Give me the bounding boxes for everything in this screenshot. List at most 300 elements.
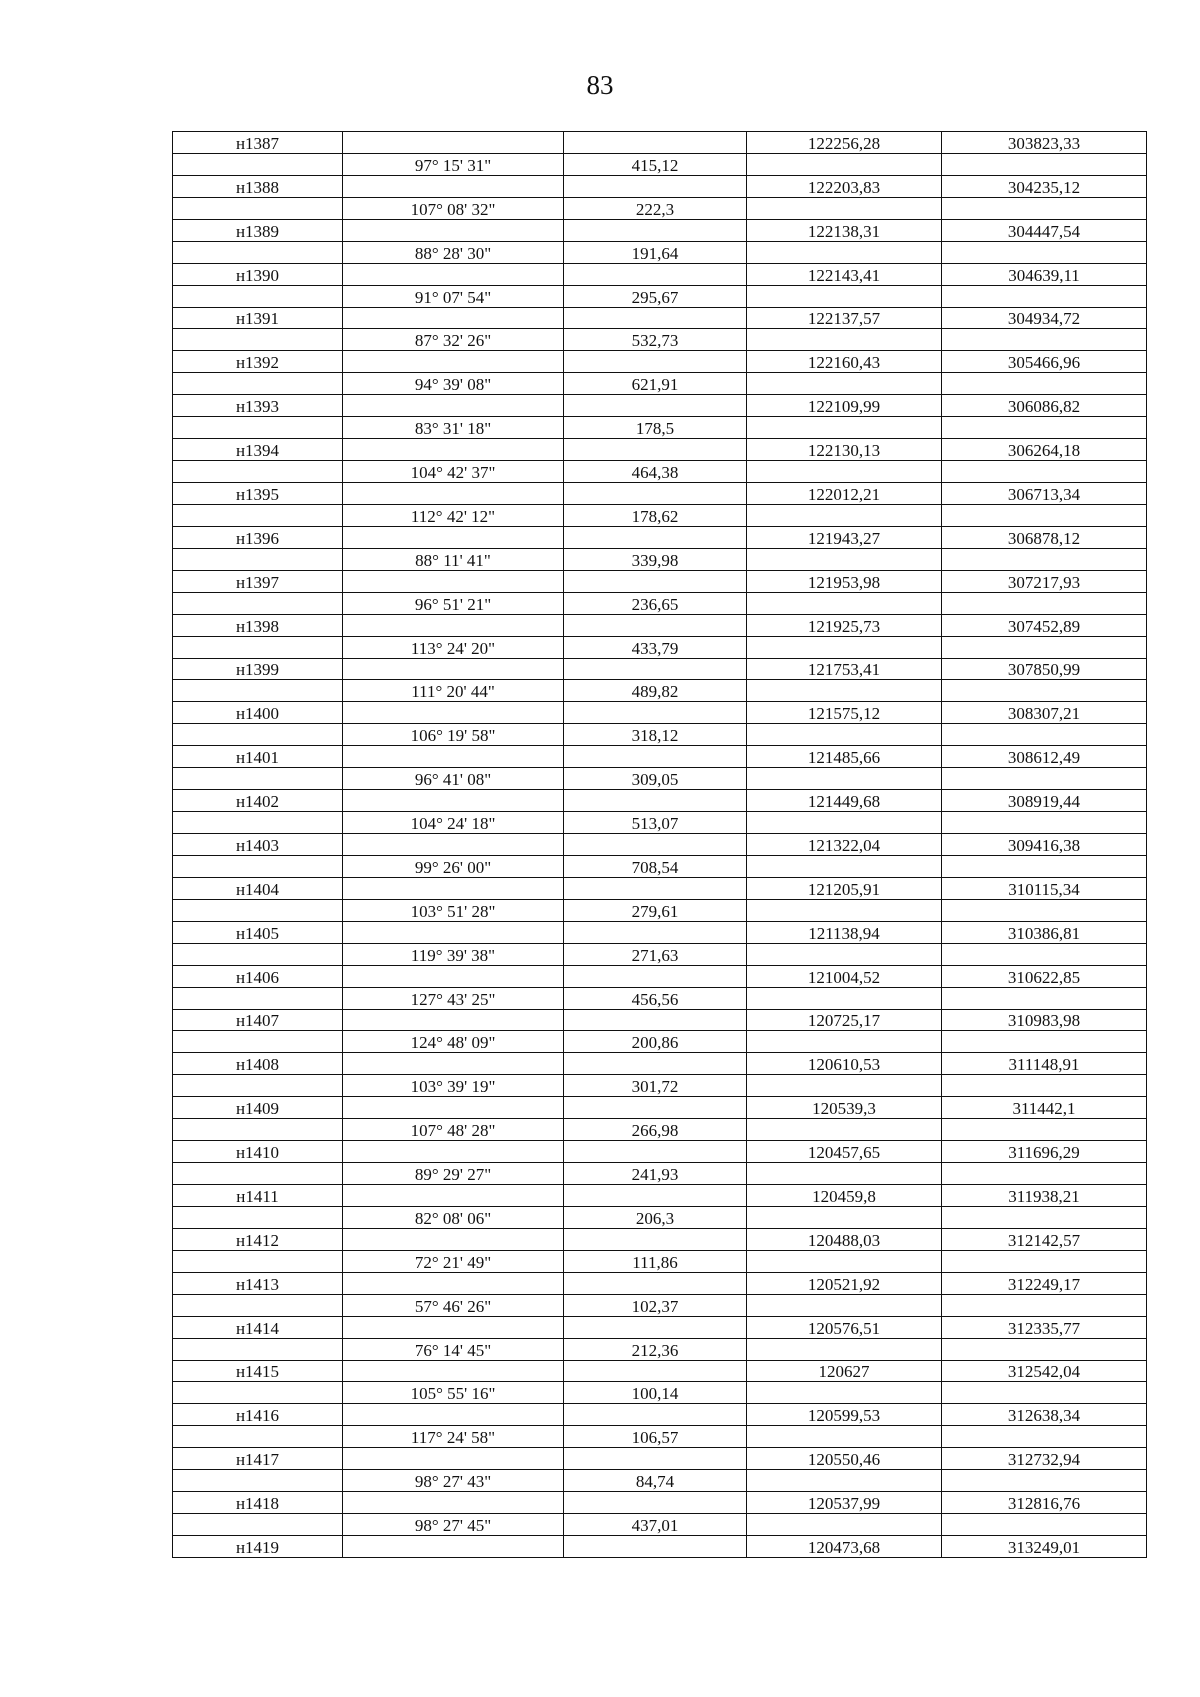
table-row [173,1031,1147,1053]
x-coordinate-cell [747,1426,942,1448]
table-row [173,1228,1147,1250]
point-id-cell: н1409 [173,1097,343,1119]
y-coordinate-cell [942,636,1147,658]
distance-cell: 178,62 [564,504,747,526]
point-id-cell [173,241,343,263]
distance-cell [564,877,747,899]
point-id-cell [173,592,343,614]
y-coordinate-cell [942,987,1147,1009]
table-row [173,746,1147,768]
distance-cell: 301,72 [564,1075,747,1097]
y-coordinate-cell [942,1119,1147,1141]
direction-angle-cell [343,1360,564,1382]
y-coordinate-cell: 311696,29 [942,1141,1147,1163]
point-id-cell: н1403 [173,834,343,856]
point-id-cell: н1390 [173,263,343,285]
point-id-cell: н1400 [173,702,343,724]
y-coordinate-cell: 313249,01 [942,1536,1147,1558]
point-id-cell: н1389 [173,219,343,241]
table-row [173,1382,1147,1404]
x-coordinate-cell [747,1206,942,1228]
table-row [173,1404,1147,1426]
x-coordinate-cell: 122130,13 [747,439,942,461]
direction-angle-cell [343,219,564,241]
distance-cell: 532,73 [564,329,747,351]
x-coordinate-cell: 120576,51 [747,1316,942,1338]
x-coordinate-cell [747,285,942,307]
x-coordinate-cell [747,548,942,570]
point-id-cell: н1407 [173,1009,343,1031]
direction-angle-cell [343,1272,564,1294]
x-coordinate-cell [747,899,942,921]
y-coordinate-cell: 312638,34 [942,1404,1147,1426]
distance-cell: 279,61 [564,899,747,921]
distance-cell [564,921,747,943]
direction-angle-cell [343,1492,564,1514]
point-id-cell: н1405 [173,921,343,943]
x-coordinate-cell: 120550,46 [747,1448,942,1470]
distance-cell [564,790,747,812]
point-id-cell [173,1031,343,1053]
table-row [173,921,1147,943]
x-coordinate-cell: 121575,12 [747,702,942,724]
point-id-cell [173,1075,343,1097]
y-coordinate-cell: 307217,93 [942,570,1147,592]
y-coordinate-cell [942,1031,1147,1053]
table-row [173,285,1147,307]
point-id-cell [173,548,343,570]
y-coordinate-cell [942,1426,1147,1448]
point-id-cell: н1404 [173,877,343,899]
x-coordinate-cell: 121753,41 [747,658,942,680]
point-id-cell [173,812,343,834]
distance-cell: 236,65 [564,592,747,614]
direction-angle-cell [343,395,564,417]
y-coordinate-cell [942,812,1147,834]
distance-cell [564,834,747,856]
direction-angle-cell [343,965,564,987]
y-coordinate-cell [942,548,1147,570]
point-id-cell [173,1338,343,1360]
distance-cell: 621,91 [564,373,747,395]
direction-angle-cell [343,834,564,856]
x-coordinate-cell [747,461,942,483]
table-row [173,943,1147,965]
x-coordinate-cell [747,1250,942,1272]
point-id-cell: н1388 [173,175,343,197]
point-id-cell [173,373,343,395]
direction-angle-cell [343,132,564,154]
x-coordinate-cell: 122256,28 [747,132,942,154]
direction-angle-cell [343,877,564,899]
point-id-cell [173,1426,343,1448]
direction-angle-cell: 113° 24' 20" [343,636,564,658]
direction-angle-cell: 104° 42' 37" [343,461,564,483]
y-coordinate-cell [942,1382,1147,1404]
direction-angle-cell: 87° 32' 26" [343,329,564,351]
distance-cell: 513,07 [564,812,747,834]
table-row [173,1206,1147,1228]
table-row [173,1316,1147,1338]
y-coordinate-cell: 308612,49 [942,746,1147,768]
point-id-cell [173,1119,343,1141]
table-row [173,1009,1147,1031]
x-coordinate-cell: 121322,04 [747,834,942,856]
direction-angle-cell: 97° 15' 31" [343,153,564,175]
distance-cell: 415,12 [564,153,747,175]
y-coordinate-cell: 312335,77 [942,1316,1147,1338]
distance-cell [564,570,747,592]
y-coordinate-cell [942,1470,1147,1492]
point-id-cell: н1413 [173,1272,343,1294]
point-id-cell [173,1163,343,1185]
x-coordinate-cell [747,724,942,746]
table-row [173,768,1147,790]
direction-angle-cell: 83° 31' 18" [343,417,564,439]
table-row [173,153,1147,175]
direction-angle-cell [343,570,564,592]
table-row [173,329,1147,351]
x-coordinate-cell: 122109,99 [747,395,942,417]
y-coordinate-cell: 304235,12 [942,175,1147,197]
table-row [173,1492,1147,1514]
x-coordinate-cell: 122203,83 [747,175,942,197]
distance-cell: 222,3 [564,197,747,219]
table-row [173,790,1147,812]
direction-angle-cell: 99° 26' 00" [343,855,564,877]
table-row [173,548,1147,570]
direction-angle-cell: 105° 55' 16" [343,1382,564,1404]
direction-angle-cell [343,263,564,285]
y-coordinate-cell: 310115,34 [942,877,1147,899]
direction-angle-cell [343,790,564,812]
y-coordinate-cell: 304639,11 [942,263,1147,285]
x-coordinate-cell: 122012,21 [747,483,942,505]
direction-angle-cell [343,1448,564,1470]
table-row [173,658,1147,680]
point-id-cell: н1391 [173,307,343,329]
x-coordinate-cell: 121004,52 [747,965,942,987]
x-coordinate-cell: 121449,68 [747,790,942,812]
distance-cell [564,132,747,154]
direction-angle-cell: 89° 29' 27" [343,1163,564,1185]
distance-cell [564,1448,747,1470]
point-id-cell [173,724,343,746]
point-id-cell: н1392 [173,351,343,373]
point-id-cell: н1406 [173,965,343,987]
direction-angle-cell: 96° 51' 21" [343,592,564,614]
direction-angle-cell [343,658,564,680]
y-coordinate-cell [942,285,1147,307]
y-coordinate-cell: 305466,96 [942,351,1147,373]
distance-cell [564,702,747,724]
point-id-cell: н1412 [173,1228,343,1250]
y-coordinate-cell: 310386,81 [942,921,1147,943]
table-row [173,132,1147,154]
distance-cell: 437,01 [564,1514,747,1536]
table-row [173,1536,1147,1558]
y-coordinate-cell [942,504,1147,526]
distance-cell [564,307,747,329]
table-row [173,1514,1147,1536]
direction-angle-cell: 124° 48' 09" [343,1031,564,1053]
direction-angle-cell: 98° 27' 45" [343,1514,564,1536]
x-coordinate-cell: 121943,27 [747,526,942,548]
x-coordinate-cell [747,636,942,658]
point-id-cell [173,285,343,307]
table-row [173,965,1147,987]
x-coordinate-cell [747,1031,942,1053]
direction-angle-cell: 112° 42' 12" [343,504,564,526]
y-coordinate-cell: 306264,18 [942,439,1147,461]
direction-angle-cell: 103° 51' 28" [343,899,564,921]
distance-cell [564,1316,747,1338]
y-coordinate-cell: 312732,94 [942,1448,1147,1470]
distance-cell: 178,5 [564,417,747,439]
table-row [173,197,1147,219]
point-id-cell [173,1294,343,1316]
y-coordinate-cell: 303823,33 [942,132,1147,154]
table-row [173,1360,1147,1382]
table-row [173,1338,1147,1360]
y-coordinate-cell [942,768,1147,790]
distance-cell: 111,86 [564,1250,747,1272]
y-coordinate-cell: 310622,85 [942,965,1147,987]
y-coordinate-cell [942,329,1147,351]
distance-cell [564,439,747,461]
direction-angle-cell [343,1141,564,1163]
table-row [173,1163,1147,1185]
direction-angle-cell: 127° 43' 25" [343,987,564,1009]
x-coordinate-cell: 122143,41 [747,263,942,285]
table-row [173,1053,1147,1075]
table-row [173,1426,1147,1448]
table-row [173,1075,1147,1097]
table-row [173,1097,1147,1119]
x-coordinate-cell [747,1119,942,1141]
point-id-cell: н1416 [173,1404,343,1426]
table-row [173,680,1147,702]
table-row [173,592,1147,614]
point-id-cell: н1393 [173,395,343,417]
y-coordinate-cell [942,899,1147,921]
direction-angle-cell [343,1053,564,1075]
x-coordinate-cell: 120457,65 [747,1141,942,1163]
y-coordinate-cell [942,461,1147,483]
y-coordinate-cell: 304447,54 [942,219,1147,241]
y-coordinate-cell [942,1075,1147,1097]
distance-cell: 212,36 [564,1338,747,1360]
y-coordinate-cell: 309416,38 [942,834,1147,856]
direction-angle-cell: 103° 39' 19" [343,1075,564,1097]
y-coordinate-cell: 308919,44 [942,790,1147,812]
x-coordinate-cell: 122138,31 [747,219,942,241]
point-id-cell [173,1382,343,1404]
table-row [173,263,1147,285]
distance-cell [564,263,747,285]
point-id-cell [173,153,343,175]
distance-cell: 456,56 [564,987,747,1009]
x-coordinate-cell: 120610,53 [747,1053,942,1075]
y-coordinate-cell [942,417,1147,439]
direction-angle-cell [343,1228,564,1250]
x-coordinate-cell [747,1075,942,1097]
x-coordinate-cell [747,987,942,1009]
y-coordinate-cell: 311148,91 [942,1053,1147,1075]
point-id-cell: н1419 [173,1536,343,1558]
distance-cell [564,175,747,197]
y-coordinate-cell: 304934,72 [942,307,1147,329]
direction-angle-cell [343,483,564,505]
y-coordinate-cell [942,1338,1147,1360]
direction-angle-cell [343,1185,564,1207]
table-row [173,812,1147,834]
direction-angle-cell: 111° 20' 44" [343,680,564,702]
x-coordinate-cell [747,329,942,351]
distance-cell: 433,79 [564,636,747,658]
table-row [173,351,1147,373]
distance-cell: 206,3 [564,1206,747,1228]
distance-cell [564,351,747,373]
distance-cell [564,1404,747,1426]
distance-cell [564,1185,747,1207]
direction-angle-cell: 72° 21' 49" [343,1250,564,1272]
x-coordinate-cell [747,680,942,702]
distance-cell: 102,37 [564,1294,747,1316]
distance-cell: 708,54 [564,855,747,877]
x-coordinate-cell [747,417,942,439]
x-coordinate-cell: 121953,98 [747,570,942,592]
table-row [173,219,1147,241]
y-coordinate-cell [942,855,1147,877]
table-row [173,1272,1147,1294]
y-coordinate-cell [942,373,1147,395]
y-coordinate-cell: 308307,21 [942,702,1147,724]
x-coordinate-cell: 121138,94 [747,921,942,943]
direction-angle-cell [343,921,564,943]
coordinates-table [172,131,1147,1558]
x-coordinate-cell: 122137,57 [747,307,942,329]
point-id-cell [173,1514,343,1536]
direction-angle-cell [343,746,564,768]
distance-cell [564,526,747,548]
direction-angle-cell: 88° 28' 30" [343,241,564,263]
x-coordinate-cell [747,197,942,219]
point-id-cell [173,636,343,658]
distance-cell [564,1097,747,1119]
y-coordinate-cell [942,153,1147,175]
distance-cell [564,483,747,505]
table-row [173,461,1147,483]
direction-angle-cell: 117° 24' 58" [343,1426,564,1448]
table-row [173,373,1147,395]
x-coordinate-cell [747,153,942,175]
distance-cell [564,219,747,241]
point-id-cell: н1396 [173,526,343,548]
table-row [173,1141,1147,1163]
y-coordinate-cell: 311938,21 [942,1185,1147,1207]
table-row [173,724,1147,746]
table-row [173,439,1147,461]
table-row [173,987,1147,1009]
distance-cell [564,965,747,987]
x-coordinate-cell [747,812,942,834]
direction-angle-cell: 94° 39' 08" [343,373,564,395]
point-id-cell [173,461,343,483]
x-coordinate-cell: 122160,43 [747,351,942,373]
direction-angle-cell [343,1536,564,1558]
point-id-cell: н1417 [173,1448,343,1470]
point-id-cell: н1402 [173,790,343,812]
point-id-cell: н1394 [173,439,343,461]
y-coordinate-cell [942,1206,1147,1228]
point-id-cell: н1399 [173,658,343,680]
x-coordinate-cell: 120537,99 [747,1492,942,1514]
distance-cell: 241,93 [564,1163,747,1185]
point-id-cell: н1401 [173,746,343,768]
direction-angle-cell: 96° 41' 08" [343,768,564,790]
direction-angle-cell: 104° 24' 18" [343,812,564,834]
y-coordinate-cell [942,1514,1147,1536]
y-coordinate-cell: 306713,34 [942,483,1147,505]
distance-cell [564,746,747,768]
x-coordinate-cell: 120459,8 [747,1185,942,1207]
y-coordinate-cell: 306878,12 [942,526,1147,548]
direction-angle-cell: 119° 39' 38" [343,943,564,965]
point-id-cell [173,943,343,965]
x-coordinate-cell: 120521,92 [747,1272,942,1294]
x-coordinate-cell [747,1338,942,1360]
x-coordinate-cell: 120473,68 [747,1536,942,1558]
point-id-cell [173,1206,343,1228]
x-coordinate-cell: 120539,3 [747,1097,942,1119]
y-coordinate-cell [942,592,1147,614]
x-coordinate-cell [747,373,942,395]
point-id-cell [173,855,343,877]
point-id-cell [173,987,343,1009]
table-row [173,175,1147,197]
point-id-cell [173,504,343,526]
table-row [173,855,1147,877]
direction-angle-cell: 106° 19' 58" [343,724,564,746]
direction-angle-cell [343,307,564,329]
direction-angle-cell [343,1316,564,1338]
table-row [173,1470,1147,1492]
table-row [173,395,1147,417]
table-row [173,241,1147,263]
y-coordinate-cell: 310983,98 [942,1009,1147,1031]
y-coordinate-cell: 312142,57 [942,1228,1147,1250]
table-row [173,1119,1147,1141]
x-coordinate-cell [747,1163,942,1185]
page-number: 83 [586,70,614,100]
point-id-cell: н1415 [173,1360,343,1382]
x-coordinate-cell [747,592,942,614]
distance-cell [564,614,747,636]
table-row [173,1250,1147,1272]
table-row [173,636,1147,658]
x-coordinate-cell [747,241,942,263]
distance-cell: 318,12 [564,724,747,746]
distance-cell [564,1141,747,1163]
coordinates-table-body [173,132,1147,1558]
direction-angle-cell: 107° 08' 32" [343,197,564,219]
direction-angle-cell: 98° 27' 43" [343,1470,564,1492]
distance-cell: 309,05 [564,768,747,790]
direction-angle-cell: 57° 46' 26" [343,1294,564,1316]
x-coordinate-cell [747,1382,942,1404]
y-coordinate-cell: 307850,99 [942,658,1147,680]
